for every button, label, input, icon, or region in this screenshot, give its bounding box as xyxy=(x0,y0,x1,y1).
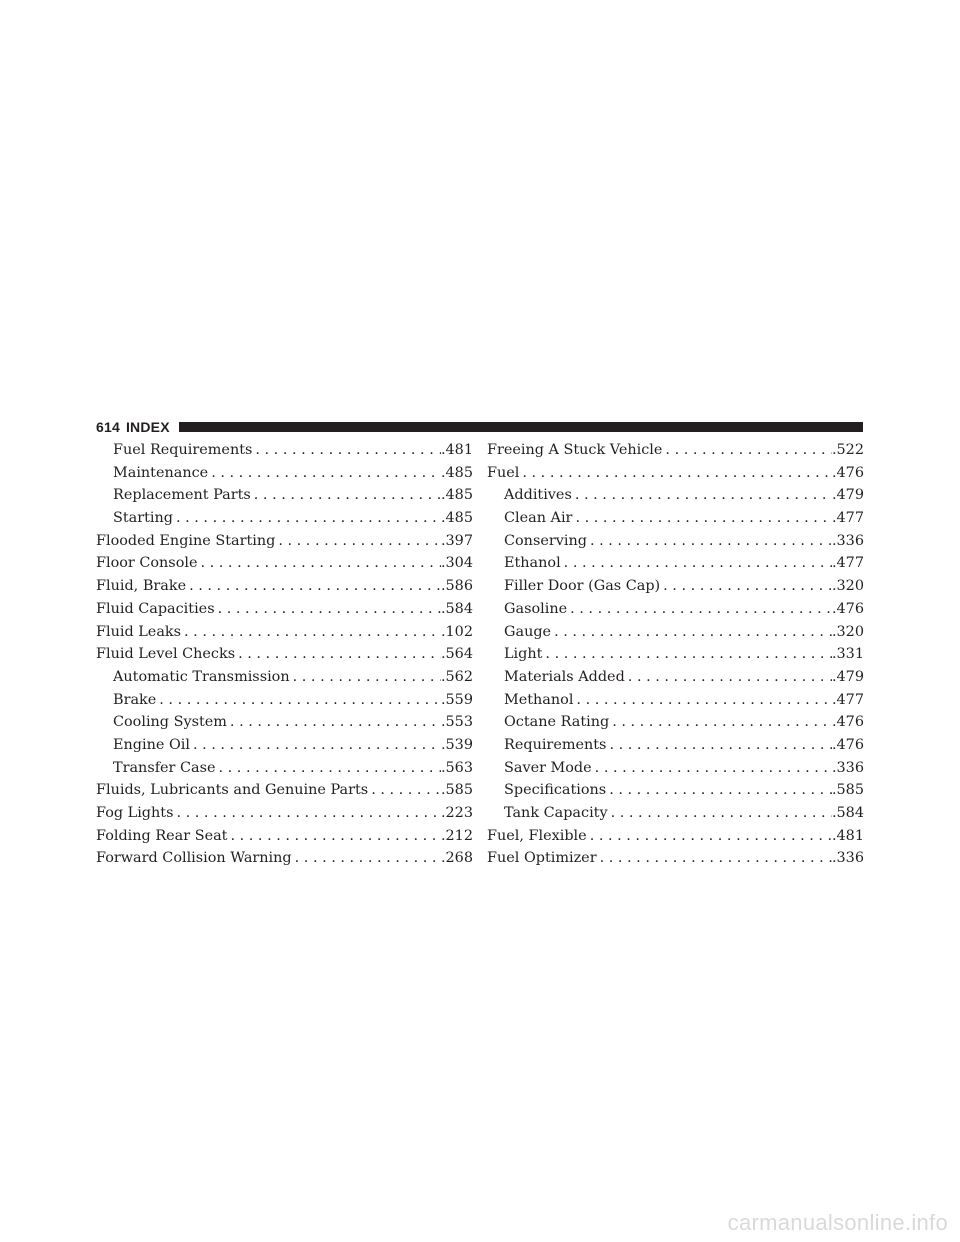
index-entry-page: . 476 xyxy=(832,462,864,485)
index-entry xyxy=(96,507,473,530)
index-entry xyxy=(487,802,864,825)
index-entry-page: . 585 xyxy=(832,779,864,802)
index-entry-page: . 336 xyxy=(832,757,864,780)
index-entry-page: . 320 xyxy=(832,621,864,644)
index-entry-page: . 584 xyxy=(441,598,473,621)
index-entry xyxy=(487,507,864,530)
dot-leader xyxy=(173,507,441,530)
index-entry xyxy=(96,575,473,598)
dot-leader xyxy=(227,825,440,848)
index-entry xyxy=(96,825,473,848)
dot-leader xyxy=(208,462,441,485)
index-entry xyxy=(487,575,864,598)
index-entry-page: . 522 xyxy=(832,439,864,462)
dot-leader xyxy=(660,575,832,598)
index-entry-label: Automatic Transmission xyxy=(113,668,290,685)
dot-leader xyxy=(551,621,832,644)
page-number: 614 xyxy=(96,419,120,435)
index-entry-page: . 584 xyxy=(832,802,864,825)
index-entry xyxy=(96,734,473,757)
index-entry-page: . 485 xyxy=(441,462,473,485)
index-entry-label: Light xyxy=(504,646,543,663)
index-entry-page: . 304 xyxy=(441,552,473,575)
index-entry xyxy=(96,643,473,666)
index-entry-page: . 485 xyxy=(441,507,473,530)
dot-leader xyxy=(216,757,441,780)
index-entry-label: Fog Lights xyxy=(96,805,174,821)
index-entry-label: Ethanol xyxy=(504,555,561,572)
index-entry xyxy=(96,689,473,712)
index-entry-label: Maintenance xyxy=(113,464,209,481)
index-entry-page: . 481 xyxy=(832,825,864,848)
index-entry-page: . 564 xyxy=(441,643,473,666)
index-entry-page: . 586 xyxy=(441,575,473,598)
index-entry-label: Filler Door (Gas Cap) xyxy=(504,578,661,595)
dot-leader xyxy=(587,530,832,553)
index-entry xyxy=(487,462,864,485)
index-entry-label: Fuel xyxy=(487,464,520,481)
index-entry xyxy=(487,825,864,848)
index-entry-label: Fluid Level Checks xyxy=(96,646,236,663)
index-entry xyxy=(96,757,473,780)
index-entry xyxy=(487,734,864,757)
index-entry-page: . 336 xyxy=(832,530,864,553)
dot-leader xyxy=(572,484,832,507)
index-entry-page: . 553 xyxy=(441,711,473,734)
dot-leader xyxy=(156,689,441,712)
index-entry-label: Fuel Requirements xyxy=(113,442,253,458)
index-entry-page: . 559 xyxy=(441,689,473,712)
dot-leader xyxy=(251,484,441,507)
index-column-left xyxy=(96,439,473,870)
index-entry-label: Materials Added xyxy=(504,668,625,685)
dot-leader xyxy=(561,552,832,575)
dot-leader xyxy=(186,575,441,598)
dot-leader xyxy=(597,847,832,870)
index-column-right xyxy=(487,439,864,870)
dot-leader xyxy=(519,462,832,485)
index-entry-label: Fluids, Lubricants and Genuine Parts xyxy=(96,782,369,799)
dot-leader xyxy=(197,552,440,575)
index-entry-label: Fluid Capacities xyxy=(96,600,215,617)
section-title: INDEX xyxy=(125,419,170,435)
dot-leader xyxy=(252,439,441,462)
index-entry xyxy=(487,689,864,712)
index-entry xyxy=(487,711,864,734)
dot-leader xyxy=(275,530,441,553)
index-entry-page: . 485 xyxy=(441,484,473,507)
index-entry-label: Tank Capacity xyxy=(504,805,608,821)
index-entry-page: . 476 xyxy=(832,711,864,734)
dot-leader xyxy=(625,666,832,689)
index-entry-label: Starting xyxy=(113,510,173,527)
index-entry xyxy=(487,530,864,553)
index-entry xyxy=(487,757,864,780)
index-entry xyxy=(96,484,473,507)
index-entry-label: Conserving xyxy=(504,532,587,549)
dot-leader xyxy=(368,779,441,802)
dot-leader xyxy=(587,825,832,848)
index-entry-label: Fluid, Brake xyxy=(96,578,187,595)
page-header xyxy=(96,416,863,438)
index-entry-page: . 563 xyxy=(441,757,473,780)
dot-leader xyxy=(215,598,441,621)
index-entry-label: Flooded Engine Starting xyxy=(96,532,276,549)
index-entry-label: Forward Collision Warning xyxy=(96,850,292,867)
watermark: carmanualsonline.info xyxy=(727,1210,948,1235)
index-entry-page: . 477 xyxy=(832,507,864,530)
index-entry-label: Clean Air xyxy=(504,510,573,527)
index-entry xyxy=(96,462,473,485)
index-entry xyxy=(487,552,864,575)
index-entry-label: Gasoline xyxy=(504,600,568,617)
index-entry-page: . 562 xyxy=(441,666,473,689)
dot-leader xyxy=(567,598,832,621)
index-entry-label: Specifications xyxy=(504,782,607,799)
dot-leader xyxy=(235,643,441,666)
index-entry xyxy=(96,621,473,644)
index-entry-label: Brake xyxy=(113,691,157,708)
index-entry xyxy=(487,643,864,666)
index-entry xyxy=(96,779,473,802)
index-entry xyxy=(487,484,864,507)
index-entry-label: Additives xyxy=(504,487,572,504)
dot-leader xyxy=(190,734,441,757)
dot-leader xyxy=(181,621,441,644)
index-entry-page: . 477 xyxy=(832,552,864,575)
index-entry-label: Saver Mode xyxy=(504,759,592,776)
header-rule xyxy=(179,422,863,432)
index-entry-label: Folding Rear Seat xyxy=(96,827,228,844)
index-entry-label: Fuel, Flexible xyxy=(487,827,587,844)
index-entry-page: . 331 xyxy=(832,643,864,666)
index-entry xyxy=(96,598,473,621)
index-entry-label: Methanol xyxy=(504,691,574,708)
index-entry-page: . 336 xyxy=(832,847,864,870)
index-entry xyxy=(487,847,864,870)
index-entry xyxy=(96,711,473,734)
dot-leader xyxy=(608,802,832,825)
index-entry-label: Gauge xyxy=(504,623,552,640)
dot-leader xyxy=(173,802,440,825)
index-entry-page: . 479 xyxy=(832,484,864,507)
index-entry xyxy=(96,530,473,553)
index-entry-page: . 397 xyxy=(441,530,473,553)
index-entry xyxy=(487,666,864,689)
index-entry-label: Engine Oil xyxy=(113,736,190,753)
index-entry-page: . 268 xyxy=(441,847,473,870)
index-entry-label: Fluid Leaks xyxy=(96,623,182,640)
index-entry xyxy=(487,621,864,644)
index-entry-page: . 479 xyxy=(832,666,864,689)
dot-leader xyxy=(227,711,441,734)
index-entry xyxy=(487,439,864,462)
index-entry-page: . 320 xyxy=(832,575,864,598)
dot-leader xyxy=(662,439,832,462)
index-entry-page: . 585 xyxy=(441,779,473,802)
dot-leader xyxy=(609,711,832,734)
dot-leader xyxy=(573,689,832,712)
index-entry xyxy=(96,802,473,825)
index-entry xyxy=(487,598,864,621)
index-entry-label: Floor Console xyxy=(96,555,198,572)
index-entry-label: Requirements xyxy=(504,736,607,753)
index-entry-page: . 477 xyxy=(832,689,864,712)
index-entry xyxy=(96,847,473,870)
index-entry-label: Transfer Case xyxy=(113,759,216,776)
index-entry-page: . 476 xyxy=(832,598,864,621)
dot-leader xyxy=(606,779,832,802)
index-entry-page: . 476 xyxy=(832,734,864,757)
index-entry xyxy=(96,666,473,689)
index-entry-label: Octane Rating xyxy=(504,714,610,731)
dot-leader xyxy=(290,666,441,689)
index-entry-label: Cooling System xyxy=(113,714,227,731)
index-entry-page: . 212 xyxy=(441,825,473,848)
dot-leader xyxy=(592,757,832,780)
index-entry-page: . 539 xyxy=(441,734,473,757)
index-entry xyxy=(96,439,473,462)
index-entry-page: . 223 xyxy=(441,802,473,825)
dot-leader xyxy=(292,847,441,870)
index-entry-page: . 481 xyxy=(441,439,473,462)
dot-leader xyxy=(542,643,832,666)
index-entry-label: Replacement Parts xyxy=(113,487,251,504)
index-entry xyxy=(487,779,864,802)
index-entry-page: . 102 xyxy=(441,621,473,644)
index-entry-label: Freeing A Stuck Vehicle xyxy=(487,442,663,458)
index-entry xyxy=(96,552,473,575)
dot-leader xyxy=(606,734,832,757)
dot-leader xyxy=(572,507,832,530)
index-entry-label: Fuel Optimizer xyxy=(487,850,597,867)
